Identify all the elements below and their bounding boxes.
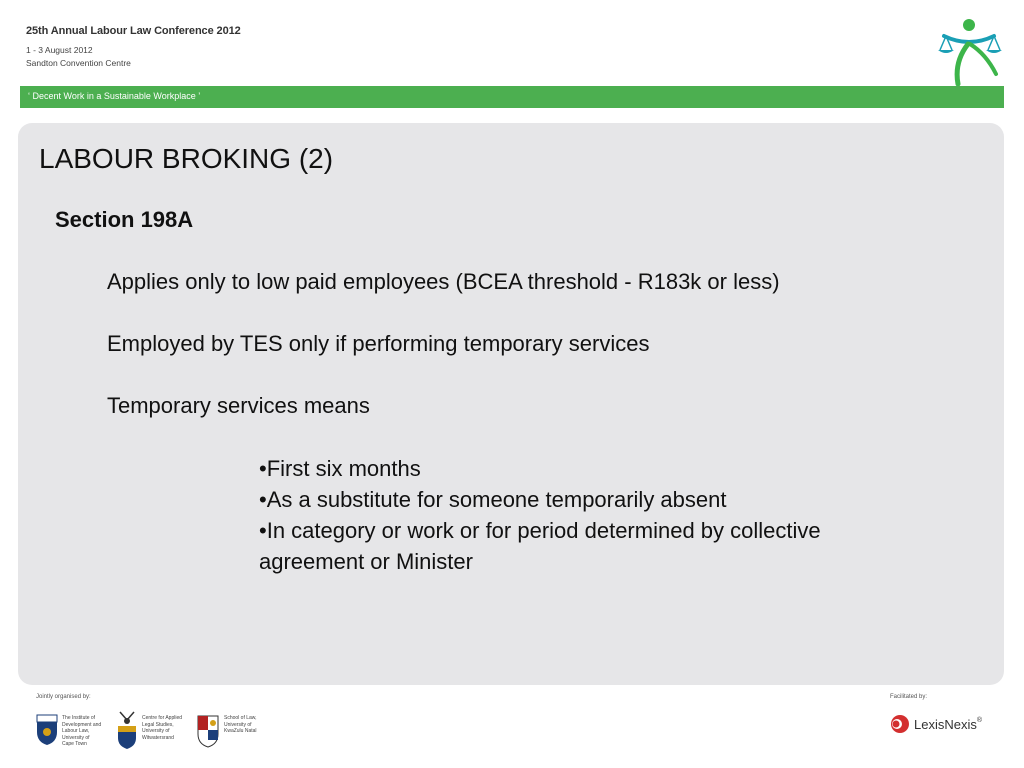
- paragraph-low-paid: Applies only to low paid employees (BCEA threshold - R183k or less): [107, 269, 780, 294]
- partner-text-line: University of: [142, 728, 170, 734]
- partner-text-line: Development and: [62, 721, 102, 728]
- partner-text-line: KwaZulu Natal: [224, 728, 257, 734]
- bullet-item-continuation: agreement or Minister: [259, 549, 473, 574]
- partner-uct: [36, 710, 116, 754]
- partner-text-line: Labour Law,: [62, 728, 90, 734]
- footer: [0, 688, 1024, 768]
- partner-wits: [116, 710, 196, 754]
- paragraph-temporary-services: Temporary services means: [107, 393, 370, 418]
- section-heading: Section 198A: [55, 207, 194, 232]
- lexisnexis-logo-icon: [890, 714, 910, 734]
- tagline-text: ‘ Decent Work in a Sustainable Workplace ’: [28, 91, 201, 101]
- ukzn-crest-icon: [196, 714, 220, 748]
- conference-title: 25th Annual Labour Law Conference 2012: [26, 25, 241, 37]
- organised-by-label: Jointly organised by:: [36, 694, 91, 700]
- header: [0, 0, 1024, 86]
- partner-text-line: University of: [62, 734, 90, 741]
- partner-ukzn: [196, 710, 276, 754]
- slide-content-panel: [18, 123, 1004, 685]
- conference-date: 1 - 3 August 2012: [26, 45, 93, 55]
- partner-text-line: Witwatersrand: [142, 734, 174, 741]
- slide-title: LABOUR BROKING (2): [39, 143, 334, 174]
- bullet-item: •First six months: [259, 456, 421, 481]
- partner-text-line: Cape Town: [62, 741, 87, 747]
- sponsor-name: LexisNexis: [914, 717, 977, 732]
- justice-scales-person-icon: [934, 14, 1006, 86]
- conference-venue: Sandton Convention Centre: [26, 58, 131, 68]
- bullet-list: [259, 453, 959, 577]
- partner-text-line: Legal Studies,: [142, 721, 174, 728]
- partner-text-line: University of: [224, 721, 252, 728]
- tagline-banner: [20, 86, 1004, 108]
- partner-text-line: Centre for Applied: [142, 715, 183, 721]
- paragraph-employed-by-tes: Employed by TES only if performing temporary services: [107, 331, 650, 356]
- partner-text-line: The Institute of: [62, 715, 96, 721]
- partner-text-line: School of Law,: [224, 715, 257, 721]
- bullet-item: •As a substitute for someone temporarily absent: [259, 487, 727, 512]
- facilitated-by-label: Facilitated by:: [890, 694, 928, 700]
- wits-crest-icon: [116, 710, 138, 750]
- registered-mark: ®: [976, 717, 983, 724]
- bullet-item: •In category or work or for period determined by collective: [259, 518, 821, 543]
- uct-crest-icon: [36, 714, 58, 746]
